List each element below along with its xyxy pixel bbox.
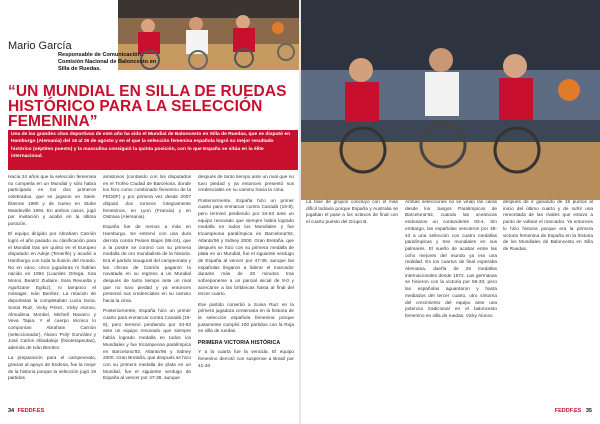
section-subhead: PRIMERA VICTORIA HISTÓRICA [198, 339, 281, 346]
paragraph: Hacía 24 años que la selección femenina no competía en un Mundial y sólo había participado en los dos primeros celebrados, que se jugaron en Saint-Étienne 1990 y de nuevo en Stoke Mandeville 1994. En ambos casos, jugó por invitación y acabó en la última posición. [8, 175, 96, 227]
paragraph: después de tanto tiempo ante un rival que no tuvo piedad y ya entonces presentó sus credenciales en su camino hacia la cima. [198, 175, 294, 194]
page-number-left: 34 [8, 408, 15, 414]
wheelchair-basketball-photo-right [301, 0, 600, 200]
paragraph: La fase de grupos concluyó con el más difícil todavía porque España y Australia se jugaban el pase a los octavos de final con el cuarto puesto del Grupo B. [306, 200, 398, 226]
paragraph: Y a la cuarta fue la vencida. El equipo femenino derrotó con suspense a Brasil por 41-40 [198, 350, 294, 369]
article-column-right-2 [405, 200, 497, 324]
paragraph: El equipo dirigido por Abraham Carrión logró el año pasado su clasificación para el Mundial tras ser quinto en el Europeo disputado en Adeje (Tenerife) y acudió a Hamburgo con toda la ilusión del mundo. No en vano, cinco jugadoras ni habían nacido en 1994 (Lourdes Ortega, Sira Moros, Beatriz Zudaire, Sara Revuelta y Agurtzane Egiluz), ni tampoco el mánager, Iván Benítez. La relación de deportistas la completaban Lucía Soria, Sonia Ruiz, Vicky Pérez, Vicky Alonso, Almudena Montiel, Michell Navarro y Veva Tapia. Y el cuerpo técnico lo componían Abraham Carrión (seleccionador), Álvaro ‘Poly’ González y José Carlos Albadalejo (fisioterapeutas), además de Iván Benítez. [8, 232, 96, 352]
footer-brand-left: FEDDF.ES [17, 408, 45, 414]
article-lead: Una de las grandes citas deportivas de este año ha sido el Mundial de Baloncesto en Silla de Ruedas, que se disputó en Hamburgo (Alemania) del 16 al 26 de agosto y en el que la selección femenina española logró su mejor resultado histórico (séptimo puesto) y la masculina consiguió la quinta posición, con lo que España se sitúa en la élite internacional. [8, 130, 298, 170]
article-column-right-1 [306, 200, 398, 230]
footer-brand-right: FEDDF.ES [554, 408, 582, 414]
game-photo-right [301, 0, 600, 200]
paragraph: Ambas selecciones no se veían las caras desde los Juegos Paralímpicos de Barcelona’92, cuando las oceánicas endosaron un contundente 83-4. Sin embargo, las españolas vencieron por 48-43 a una selección con cuatro medallas paralímpicas y tres mundiales en sus palmarés. El sueño de acabar entre las ocho mejores del mundo ya era una realidad. En los cuartos de final esperaba Alemania, dueña de 26 medallas internacionales desde 1972. Las germanas se hicieron con la victoria por 59-33, pero las españolas aguantaron y hasta mediados del tercer cuarto, otro síntoma del crecimiento del equipo ante una potencia tradicional en el baloncesto femenino en silla de ruedas. Vicky Alonso [405, 200, 497, 319]
footer-right [555, 408, 592, 414]
article-column-3 [198, 175, 294, 374]
page-gutter [299, 0, 301, 424]
paragraph: España fue de menos a más en Hamburgo. Se estrenó con una dura derrota contra Países Bajos (86-24), que a la postre se coronó con su primera medalla de oro mundialista de la historia. Era el partido inaugural del campeonato y las chicas de Carrión pagaron la novatada en su regreso a un Mundial después de tanto tiempo ante un rival que no tuvo piedad y ya entonces presentó sus credenciales en su camino hacia la cima. [103, 225, 191, 305]
paragraph: Ese partido convirtió a Sonia Ruiz en la primera jugadora centenaria en la historia de la selección española femenina porque justamente cumplió 100 partidos con la Roja en silla de ruedas. [198, 302, 294, 335]
author-role: Responsable de Comunicación. Comisión Nacional de Baloncesto en Silla de Ruedas. [58, 52, 157, 73]
article-column-right [503, 200, 593, 257]
paragraph: Posteriormente, España hizo un primer cuarto para enmarcar contra Canadá (19-8), pero terminó perdiendo por 34-63 ante un equipo renovado que siempre había logrado medalla en todos los Mundiales y fue tricampeona paralímpica en Barcelona’92, Atlanta’96 y Sidney 2000. Gran Bretaña, que después se hizo con su primera medalla de plata en un Mundial, fue el siguiente verdugo de España al vencer por 47-38, aunque [103, 309, 191, 382]
author-name: Mario García [8, 40, 72, 52]
page-number-right: 35 [585, 408, 592, 414]
footer-left [8, 408, 44, 414]
paragraph: Posteriormente, España hizo un primer cuarto para enmarcar contra Canadá (19-8), pero terminó perdiendo por 34-63 ante un equipo renovado que siempre había logrado medalla en todos los Mundiales y fue tricampeona paralímpica en Barcelona’92, Atlanta’96 y Sidney 2000. Gran Bretaña, que después se hizo con su primera medalla de plata en un Mundial, fue el siguiente verdugo de España al vencer por 47-38, aunque las españolas llegaron a liderar el marcador durante más de 20 minutos tras sobreponerse a un parcial inicial de 8-0 y acercarse a las británicas hasta al final del tercer cuarto. [198, 198, 294, 298]
article-column-1 [8, 175, 96, 387]
paragraph: amistosos (contando con los disputados en el Trofeo Ciudad de Barcelona, donde los hizo como combinado femenino de la FEDDF) y por primera vez desde 2007 disputó dos torneos íntegramente femeninos, en Lyon (Francia) y en Ostrava (Alemania). [103, 175, 191, 221]
paragraph: La preparación para el campeonato, gracias al apoyo de Endesa, fue la mejor de la historia porque la selección jugó 19 partidos [8, 356, 96, 382]
paragraph: después de ir ganando de 15 puntos al inicio del último cuarto y de sufrir una remontada de las rivales que estuvo a punto de voltear el marcador. Ya entonces lo hizo historia porque era la primera victoria femenina de España en la historia de los Mundiales de Baloncesto en Silla de Ruedas. [503, 200, 593, 252]
article-column-2 [103, 175, 191, 387]
article-headline: “UN MUNDIAL EN SILLA DE RUEDAS HISTÓRICO PARA LA SELECCIÓN FEMENINA” [8, 83, 287, 130]
